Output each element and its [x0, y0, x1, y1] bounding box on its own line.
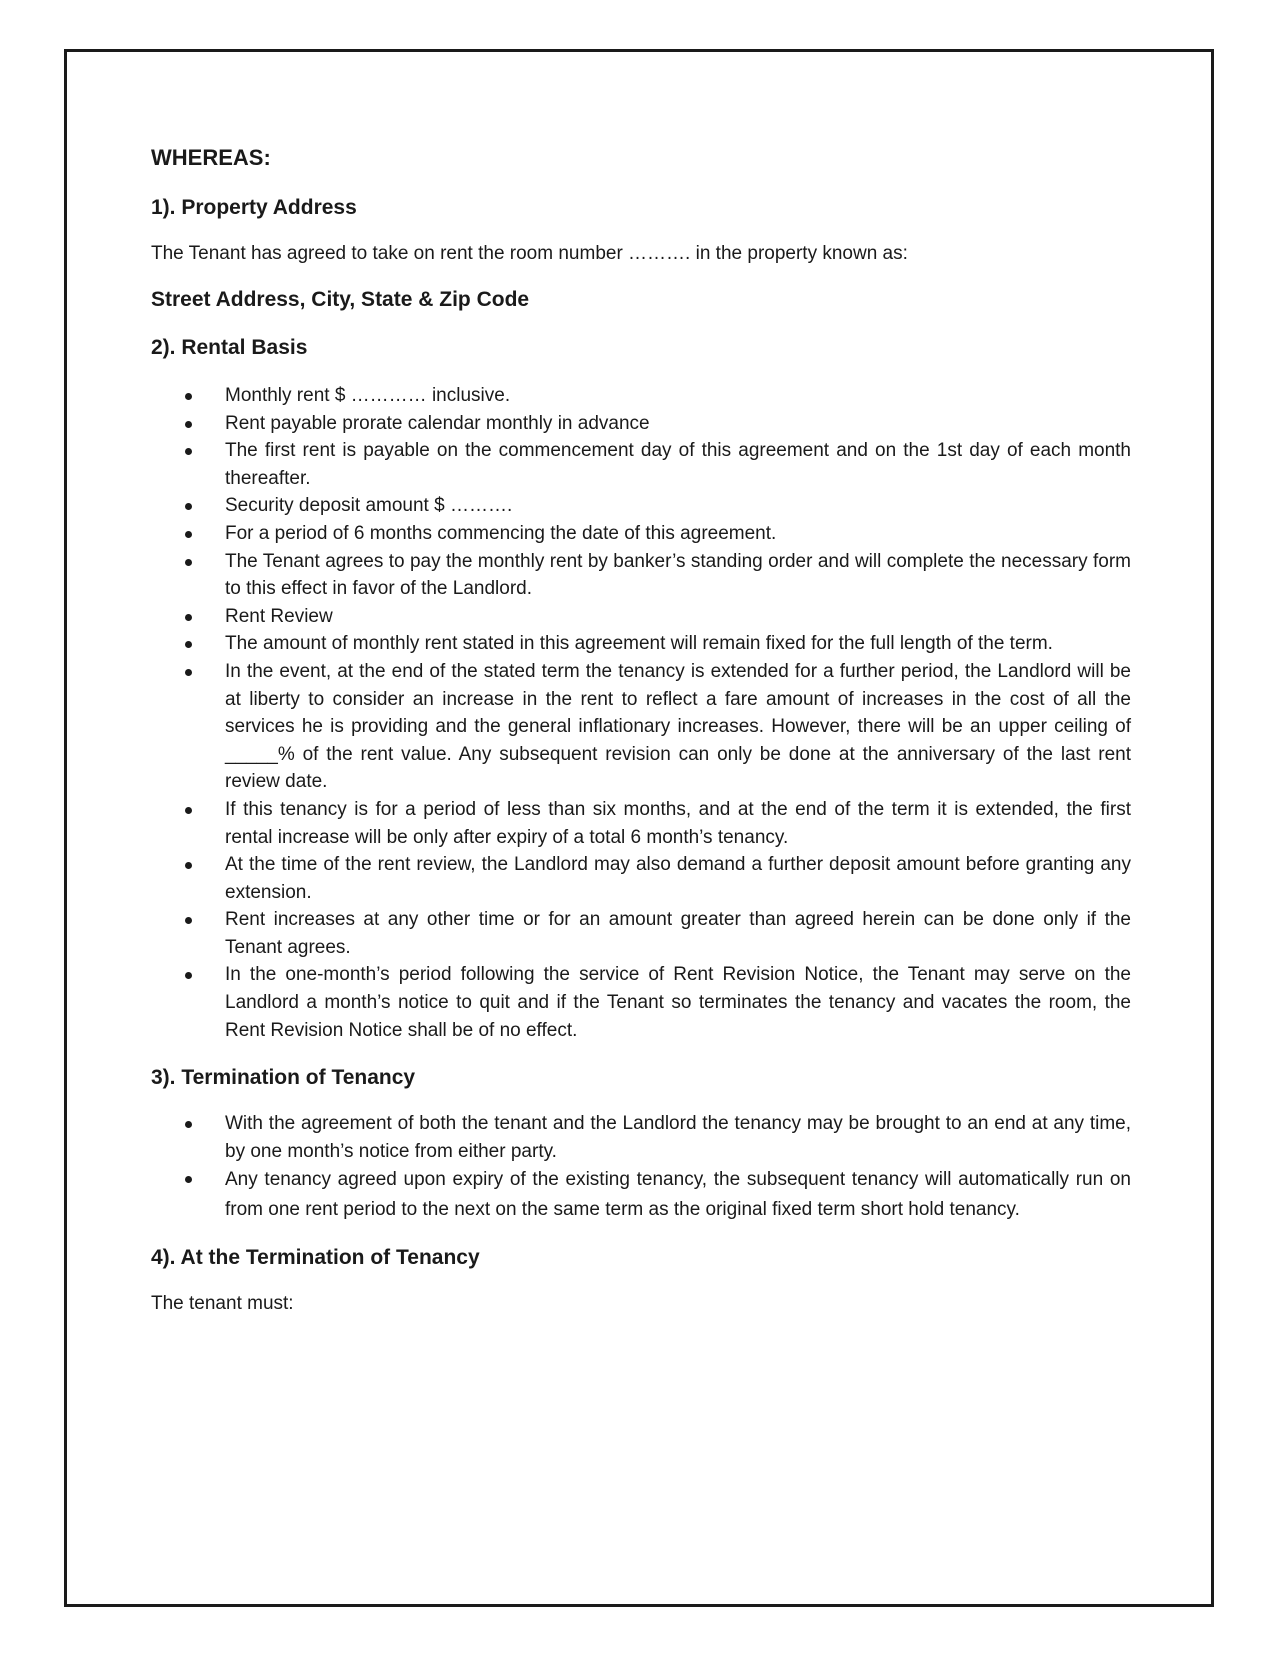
list-item-text: Rent payable prorate calendar monthly in advance	[225, 412, 650, 434]
list-item	[225, 603, 1131, 631]
section-rental-basis	[151, 334, 1131, 1044]
address-line: Street Address, City, State & Zip Code	[151, 288, 530, 311]
bullet-icon	[185, 503, 192, 510]
list-item-text: In the one-month’s period following the service of Rent Revision Notice, the Tenant may serve on the Landlord a month’s notice to quit and if the Tenant so terminates the tenancy and vacates the room, the Rent Revision Notice shall be of no effect.	[225, 964, 1131, 1041]
list-item-text: Rent increases at any other time or for an amount greater than agreed herein can be done only if the Tenant agrees.	[225, 909, 1131, 958]
list-item-text: The first rent is payable on the commencement day of this agreement and on the 1st day of each month thereafter.	[225, 440, 1131, 489]
list-item	[225, 1110, 1131, 1165]
bullet-icon	[185, 1176, 192, 1183]
list-item	[225, 796, 1131, 851]
list-item-text: For a period of 6 months commencing the date of this agreement.	[225, 522, 777, 544]
list-item-text: If this tenancy is for a period of less than six months, and at the end of the term it is extended, the first rental increase will be only after expiry of a total 6 month’s tenancy.	[225, 798, 1131, 848]
list-item	[225, 906, 1131, 961]
list-item	[225, 658, 1131, 796]
section-termination-of-tenancy	[151, 1064, 1131, 1224]
list-item	[225, 520, 1131, 548]
section-title: 1). Property Address	[151, 196, 357, 219]
bullet-icon	[185, 807, 192, 814]
list-item-text: The amount of monthly rent stated in this agreement will remain fixed for the full length of the term.	[225, 633, 1053, 655]
list-item	[225, 1165, 1131, 1224]
section-title: 4). At the Termination of Tenancy	[151, 1246, 480, 1270]
bullet-icon	[185, 972, 192, 979]
list-item	[225, 437, 1131, 492]
document-heading: WHEREAS:	[151, 145, 271, 170]
list-item-text: Rent Review	[225, 605, 333, 627]
list-item-text: With the agreement of both the tenant and the Landlord the tenancy may be brought to an end at any time, by one month’s notice from either party.	[225, 1113, 1131, 1162]
rental-basis-list	[151, 382, 1131, 1044]
list-item	[225, 961, 1131, 1044]
section-property-address	[151, 194, 1131, 314]
list-item-text: Monthly rent $ ………… inclusive.	[225, 385, 511, 406]
list-item-text: Security deposit amount $ ……….	[225, 495, 513, 517]
list-item-text: Any tenancy agreed upon expiry of the existing tenancy, the subsequent tenancy will automatically run on from one rent period to the next on the same term as the original fixed term short hold tenancy.	[225, 1169, 1131, 1220]
bullet-icon	[185, 862, 192, 869]
list-item	[225, 630, 1131, 658]
termination-list	[151, 1110, 1131, 1224]
section-paragraph: The Tenant has agreed to take on rent the room number ………. in the property known as:	[151, 243, 908, 264]
bullet-icon	[185, 641, 192, 648]
bullet-icon	[185, 559, 192, 566]
document-body	[151, 144, 1131, 1338]
bullet-icon	[185, 614, 192, 621]
bullet-icon	[185, 531, 192, 538]
list-item	[225, 548, 1131, 603]
list-item-text: At the time of the rent review, the Landlord may also demand a further deposit amount before granting any extension.	[225, 854, 1131, 903]
list-item	[225, 492, 1131, 520]
bullet-icon	[185, 917, 192, 924]
list-item	[225, 851, 1131, 906]
list-item	[225, 410, 1131, 438]
bullet-icon	[185, 393, 192, 400]
section-paragraph: The tenant must:	[151, 1293, 294, 1315]
bullet-icon	[185, 448, 192, 455]
list-item-text: The Tenant agrees to pay the monthly rent by banker’s standing order and will complete the necessary form to this effect in favor of the Landlord.	[225, 550, 1131, 600]
list-item	[225, 382, 1131, 410]
bullet-icon	[185, 669, 192, 676]
bullet-icon	[185, 1121, 192, 1128]
list-item-text: In the event, at the end of the stated term the tenancy is extended for a further period, the Landlord will be at liberty to consider an increase in the rent to reflect a fare amount of increases in the cost of all the services he is providing and the general inflationary increases. However, there will be an upper ceiling of _____% of the rent value. Any subsequent revision can only be done at the anniversary of the last rent review date.	[225, 660, 1131, 793]
section-title: 2). Rental Basis	[151, 336, 308, 359]
bullet-icon	[185, 421, 192, 428]
section-title: 3). Termination of Tenancy	[151, 1066, 416, 1090]
section-at-termination	[151, 1244, 1131, 1318]
